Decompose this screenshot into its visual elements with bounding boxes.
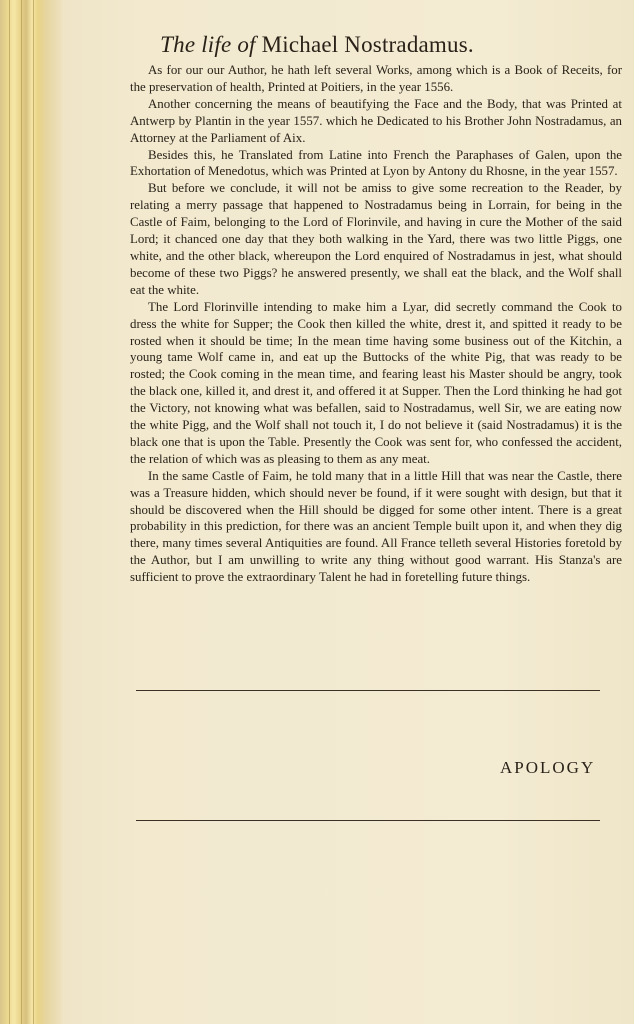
spine-edge-line [33,0,34,1024]
spine-edge-line [9,0,10,1024]
paragraph: Besides this, he Translated from Latine into French the Paraphases of Galen, upon the Exhortation of Menedotus, which was Printed at Lyon by Antony du Rhosne, in the year 1557. [130,147,622,179]
paragraph: But before we conclude, it will not be amiss to give some recreation to the Reader, by relating a merry passage that happened to Nostradamus being in Lorrain, for being in the Castle of Faim, belonging to the Lord of Florinvile, and having in cure the Mother of the said Lord; it chanced one day that they both walking in the Yard, there was two little Piggs, one white, and the other black, whereupon the Lord enquired of Nostradamus in jest, what should become of these two Piggs? he answered presently, we shall eat the black, and the Wolf shall eat the white. [130,181,622,297]
divider-rule [136,690,600,691]
spine-edge-line [21,0,22,1024]
header-name: Michael Nostradamus. [261,32,474,57]
body-text [130,62,622,586]
paragraph: The Lord Florinville intending to make him a Lyar, did secretly command the Cook to dress the white for Supper; the Cook then killed the white, drest it, and spitted it ready to be rosted when it should be time; In the mean time having some business out of the Kitchin, a young tame Wolf came in, and eat up the Buttocks of the white Pig, that was ready to be rosted; the Cook coming in the mean time, and fearing least his Master should be angry, took the black one, killed it, and drest it, and offered it at Supper. Then the Lord thinking he had got the Victory, not knowing what was befallen, said to Nostradamus, well Sir, we are eating now the white Pigg, and the Wolf shall not touch it, I do not believe it (said Nostradamus) it is the black one that is upon the Table. Presently the Cook was sent for, who confessed the accident, the relation of which was as pleasing to them as any meat. [130,299,622,466]
header-italic: The life of [160,32,256,57]
paragraph: Another concerning the means of beautifying the Face and the Body, that was Printed at Antwerp by Plantin in the year 1557. which he Dedicated to his Brother John Nostradamus, an Attorney at the Parliament of Aix. [130,96,622,145]
running-header [0,30,634,60]
paragraph: In the same Castle of Faim, he told many that in a little Hill that was near the Castle, there was a Treasure hidden, which should never be found, if it were sought with design, but that it should be discovered when the Hill should be digged for some other intent. There is a great probability in this prediction, for there was an ancient Temple built upon it, and when they dig there, many times several Antiquities are found. All France telleth several Histories foretold by the Author, but I am unwilling to write any thing without good warrant. His Stanza's are sufficient to prove the extraordinary Talent he had in foretelling future things. [130,468,622,585]
section-heading: APOLOGY [500,758,596,777]
paragraph: As for our our Author, he hath left several Works, among which is a Book of Receits, for the preservation of health, Printed at Poitiers, in the year 1556. [130,63,622,94]
divider-rule [136,820,600,821]
bleed-through-text [110,622,610,644]
